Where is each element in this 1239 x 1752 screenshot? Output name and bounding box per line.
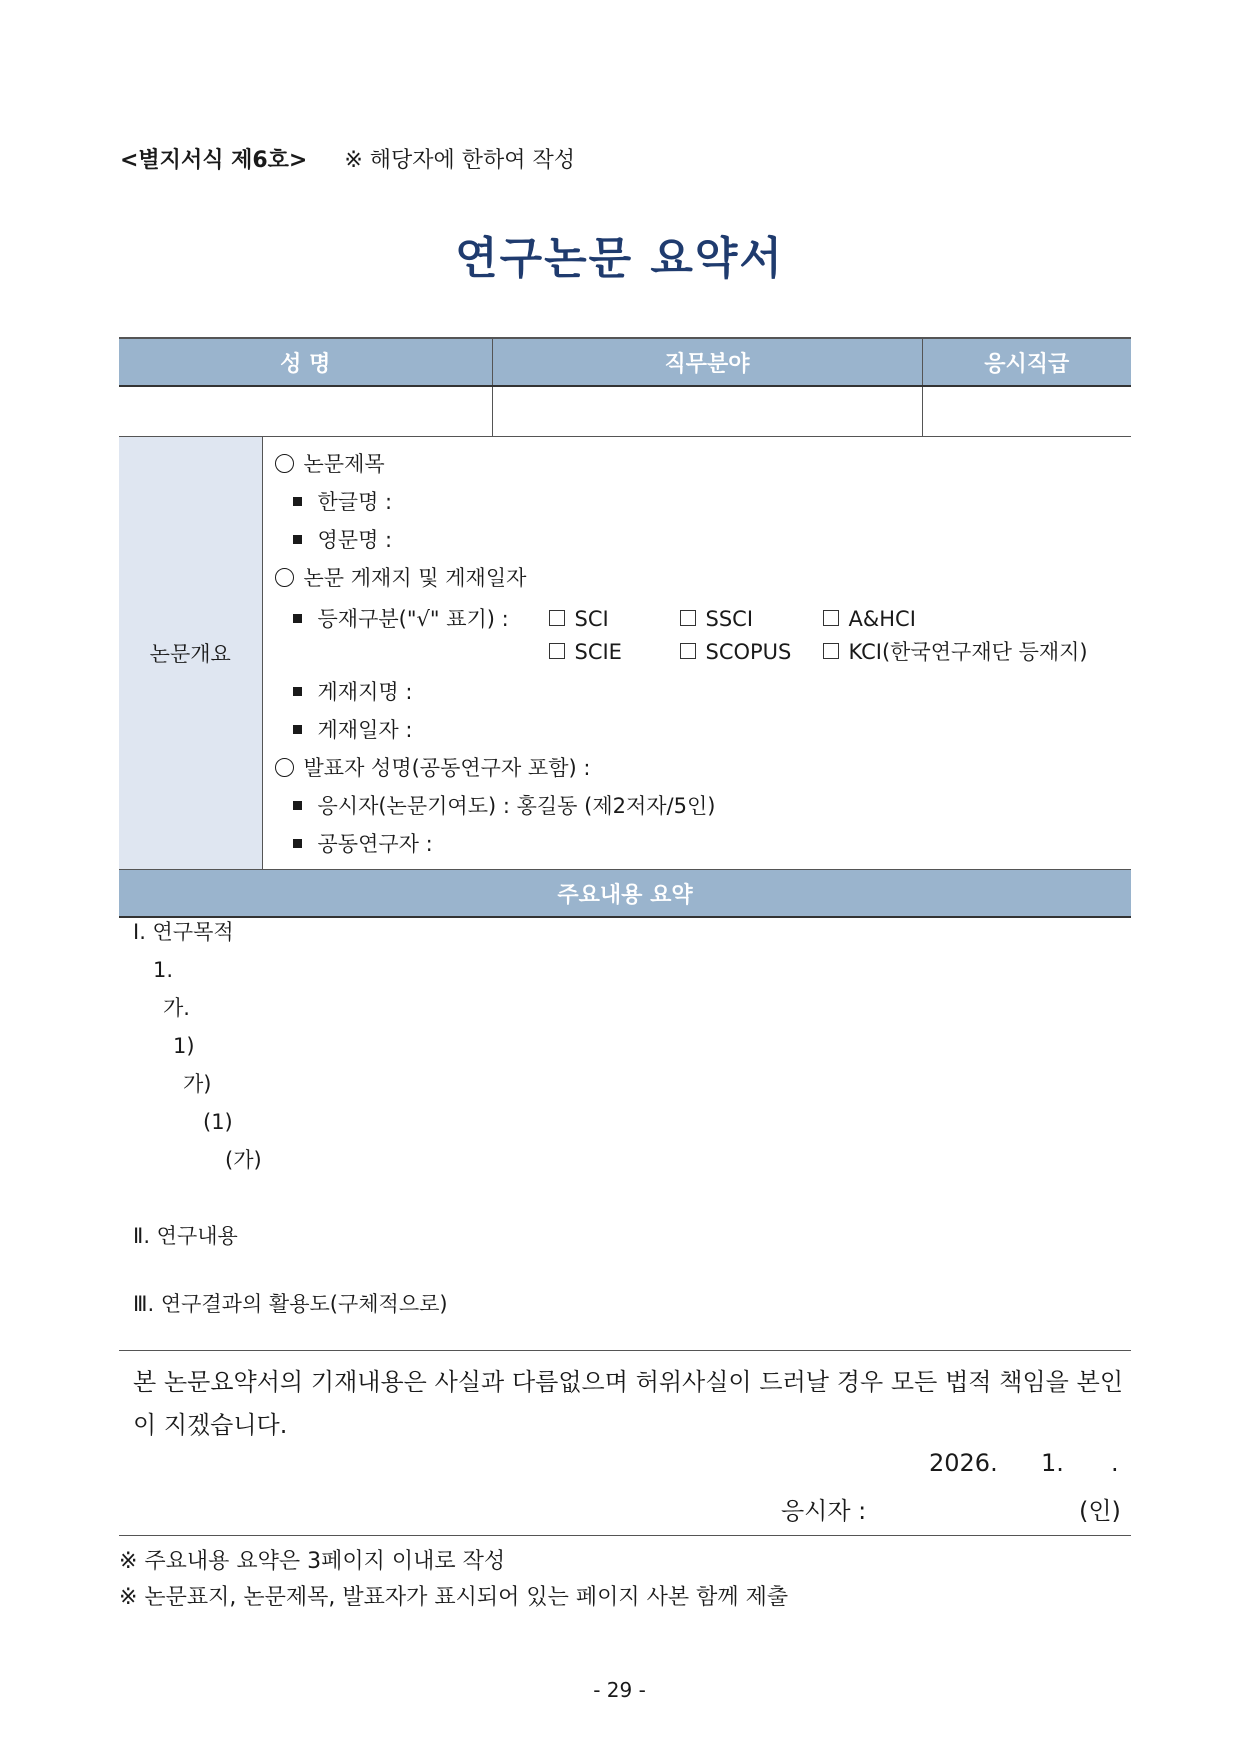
- publication-date-row[interactable]: 게재일자 :: [275, 711, 1132, 749]
- grade-input-cell[interactable]: [922, 386, 1131, 437]
- checkbox-icon: [680, 610, 696, 626]
- square-bullet-icon: [293, 535, 302, 544]
- declaration-text: 본 논문요약서의 기재내용은 사실과 다름없으며 허위사실이 드러날 경우 모든 법적 책임을 본인이 지겠습니다.: [133, 1368, 1123, 1439]
- square-bullet-icon: [293, 614, 302, 623]
- section-purpose: Ⅰ. 연구목적: [133, 920, 234, 944]
- square-bullet-icon: [293, 497, 302, 506]
- page-number: - 29 -: [593, 1678, 646, 1702]
- page-title: 연구논문 요약서: [455, 233, 784, 284]
- checkbox-scopus[interactable]: SCOPUS: [680, 636, 823, 669]
- summary-body[interactable]: [119, 913, 1131, 1323]
- publication-heading: 논문 게재지 및 게재일자: [275, 559, 1132, 597]
- summary-header: 주요내용 요약: [119, 870, 1131, 918]
- circle-bullet-icon: [275, 454, 294, 473]
- korean-title-row[interactable]: 한글명 :: [275, 483, 1132, 521]
- checkbox-icon: [549, 610, 565, 626]
- outline-level-4: 가): [183, 1072, 212, 1096]
- col-header-name: 성 명: [119, 338, 492, 386]
- outline-level-6: (가): [225, 1148, 262, 1172]
- col-header-grade: 응시직급: [922, 338, 1131, 386]
- applicant-signature-label: 응시자 :: [781, 1497, 867, 1525]
- checkbox-sci[interactable]: SCI: [549, 603, 680, 636]
- journal-row[interactable]: 게재지명 :: [275, 673, 1132, 711]
- form-id: <별지서식 제6호>: [120, 148, 308, 173]
- overview-content: [262, 437, 1131, 870]
- date-year: 2026.: [929, 1449, 998, 1477]
- checkbox-ssci[interactable]: SSCI: [680, 603, 823, 636]
- checkbox-icon: [823, 643, 839, 659]
- presenters-heading: 발표자 성명(공동연구자 포함) :: [275, 749, 1132, 787]
- paper-title-heading: 논문제목: [275, 445, 1132, 483]
- square-bullet-icon: [293, 687, 302, 696]
- circle-bullet-icon: [275, 568, 294, 587]
- outline-level-2: 가.: [163, 996, 190, 1020]
- summary-form-table: [119, 337, 1131, 918]
- seal-mark[interactable]: (인): [1079, 1497, 1121, 1525]
- registration-label: 등재구분("√" 표기) :: [317, 607, 509, 631]
- notes: [119, 1544, 788, 1616]
- note-item: ※ 논문표지, 논문제목, 발표자가 표시되어 있는 페이지 사본 함께 제출: [119, 1585, 789, 1610]
- name-input-cell[interactable]: [119, 386, 492, 437]
- overview-label: 논문개요: [119, 437, 262, 870]
- col-header-field: 직무분야: [492, 338, 922, 386]
- section-content: Ⅱ. 연구내용: [133, 1224, 238, 1248]
- checkbox-icon: [823, 610, 839, 626]
- section-utilization: Ⅲ. 연구결과의 활용도(구체적으로): [133, 1292, 448, 1316]
- date-month: 1.: [1041, 1449, 1064, 1477]
- outline-level-1: 1.: [153, 958, 174, 982]
- checkbox-kci[interactable]: KCI(한국연구재단 등재지): [823, 636, 1088, 669]
- checkbox-ahci[interactable]: A&HCI: [823, 603, 916, 636]
- header-note: ※ 해당자에 한하여 작성: [344, 148, 576, 173]
- checkbox-scie[interactable]: SCIE: [549, 636, 680, 669]
- checkbox-icon: [549, 643, 565, 659]
- form-header: [120, 143, 575, 174]
- outline-level-3: 1): [173, 1034, 195, 1058]
- declaration-date: [929, 1449, 1229, 1477]
- date-day: .: [1111, 1449, 1119, 1477]
- note-item: ※ 주요내용 요약은 3페이지 이내로 작성: [119, 1549, 506, 1574]
- square-bullet-icon: [293, 801, 302, 810]
- square-bullet-icon: [293, 725, 302, 734]
- declaration-box: [119, 1350, 1131, 1536]
- coresearchers-row[interactable]: 공동연구자 :: [275, 825, 1132, 863]
- circle-bullet-icon: [275, 758, 294, 777]
- checkbox-icon: [680, 643, 696, 659]
- outline-level-5: (1): [203, 1110, 233, 1134]
- applicant-row[interactable]: 응시자(논문기여도) : 홍길동 (제2저자/5인): [275, 787, 1132, 825]
- square-bullet-icon: [293, 839, 302, 848]
- field-input-cell[interactable]: [492, 386, 922, 437]
- registration-row: [275, 597, 1132, 673]
- english-title-row[interactable]: 영문명 :: [275, 521, 1132, 559]
